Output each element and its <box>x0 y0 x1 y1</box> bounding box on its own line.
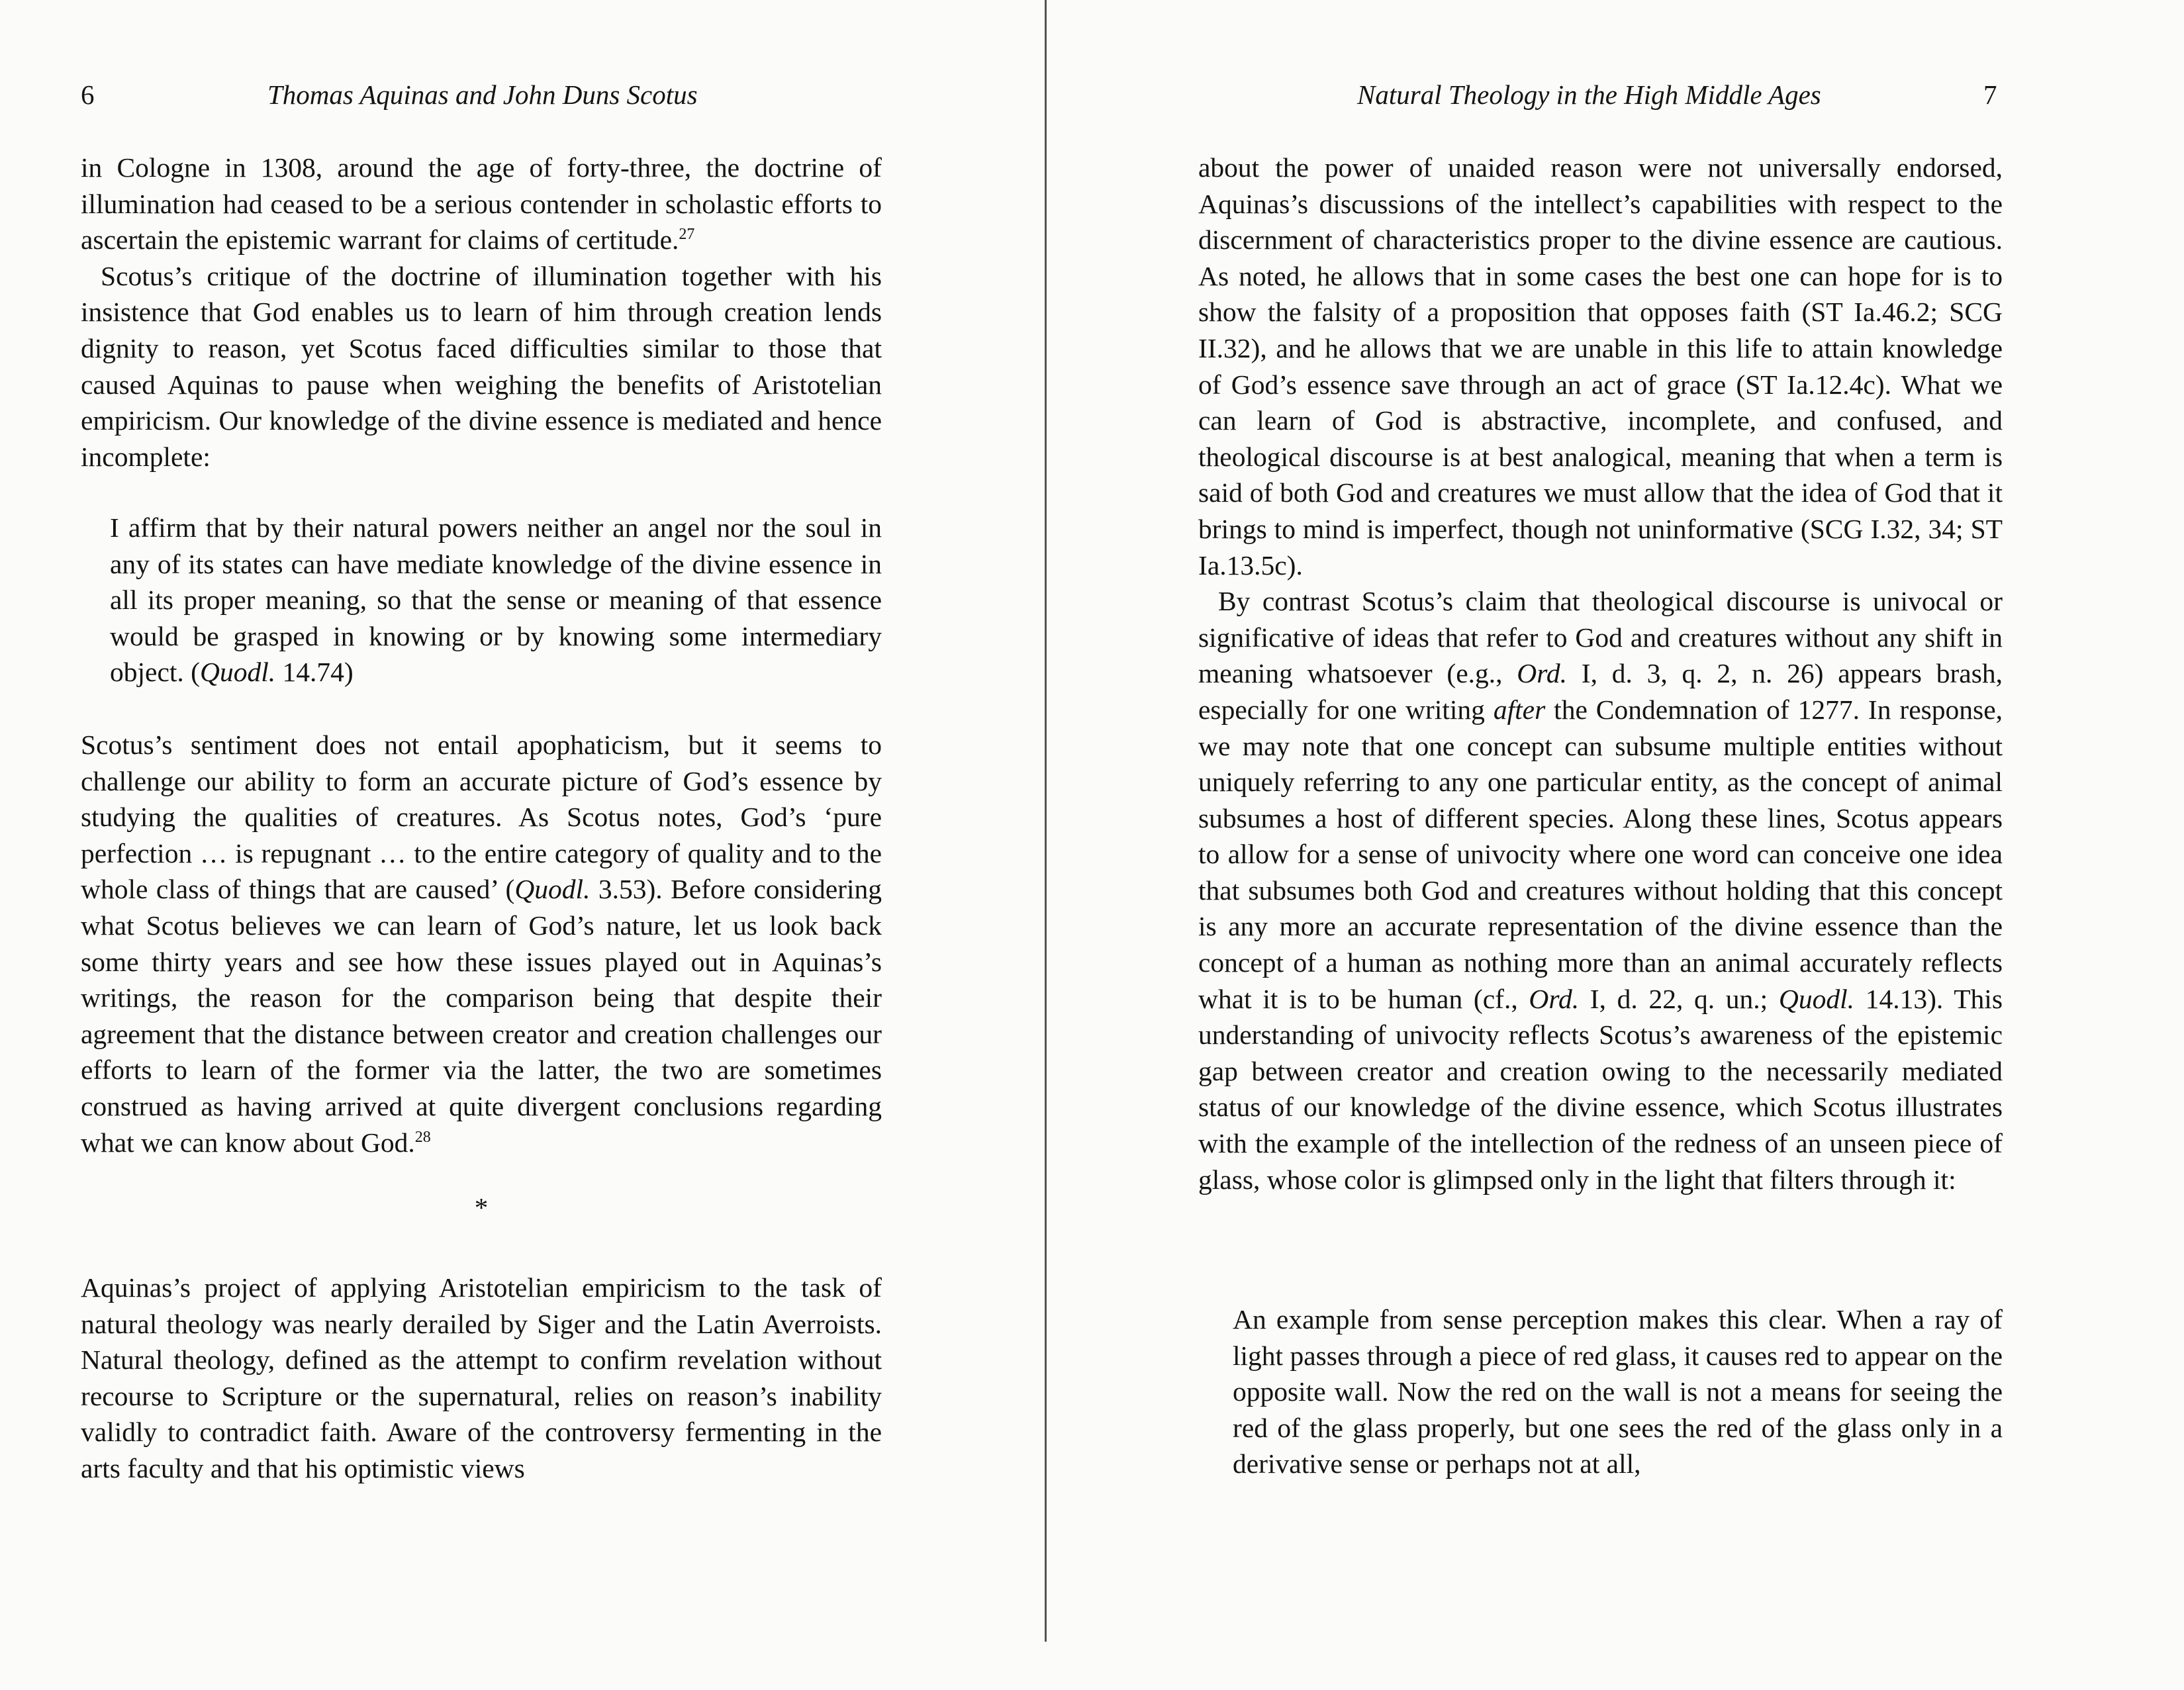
paragraph <box>81 258 882 475</box>
citation-work: Ord. <box>1517 658 1567 689</box>
paragraph-text: Aquinas’s project of applying Aristotelian empiricism to the task of natural theology was nearly derailed by Siger and the Latin Averroists. Natural theology, defined as the attempt to confirm revelation without recourse to Scripture or the supernatural, relies on reason’s inability validly to contradict faith. Aware of the controversy fermenting in the arts faculty and that his optimistic views <box>81 1272 882 1483</box>
citation-work: Ord. <box>1529 983 1580 1014</box>
right-page <box>1099 0 2184 1690</box>
body-text-middle <box>81 727 882 1160</box>
paragraph <box>1198 150 2003 583</box>
paragraph-text: I, d. 22, q. un.; <box>1579 983 1779 1014</box>
paragraph-text: 3.53). Before considering what Scotus believes we can learn of God’s nature, let us look back some thirty years and see how these issues played out in Aquinas’s writings, the reason for the comparison being that despite their agreement that the distance between creator and creation challenges our efforts to learn of the former via the latter, the two are sometimes construed as having arrived at quite divergent conclusions regarding what we can know about God. <box>81 874 882 1158</box>
footnote-marker: 28 <box>414 1128 431 1146</box>
page-number: 7 <box>1983 79 1997 110</box>
body-text-bottom <box>81 1270 882 1487</box>
quote-body: An example from sense perception makes this clear. When a ray of light passes through a piece of red glass, it causes red to appear on the opposite wall. Now the red on the wall is not a means for seeing the red of the glass properly, but one sees the red of the glass only in a derivative sense or perhaps not at all, <box>1233 1304 2003 1479</box>
quote-text <box>1233 1301 2003 1482</box>
paragraph <box>81 150 882 258</box>
paragraph-text: 14.13). This understanding of univocity reflects Scotus’s awareness of the epistemic gap between creator and creation owing to the necessarily mediated status of our knowledge of the divine essence, which Scotus illustrates with the example of the intellection of the redness of an unseen piece of glass, whose color is glimpsed only in the light that filters through it: <box>1198 983 2003 1195</box>
paragraph-text: Scotus’s sentiment does not entail apophaticism, but it seems to challenge our ability to form an accurate picture of God’s essence by studying the qualities of creatures. As Scotus notes, God’s ‘pure perfection … is repugnant … to the entire category of quality and to the whole class of things that are caused’ ( <box>81 729 882 905</box>
block-quote <box>110 510 882 690</box>
running-head: Natural Theology in the High Middle Ages <box>1357 79 1821 110</box>
page-number: 6 <box>81 79 95 110</box>
paragraph-text: By contrast Scotus’s claim that theological discourse is univocal or significative of ideas that refer to God and creatures without any shift in meaning whatsoever (e.g., <box>1198 586 2003 689</box>
citation-work: Quodl. <box>1778 983 1855 1014</box>
left-page <box>0 0 1086 1690</box>
gutter-line <box>1045 0 1047 1642</box>
paragraph <box>1198 583 2003 1197</box>
citation-ref: 14.74) <box>275 657 354 688</box>
quote-text <box>110 510 882 690</box>
quote-body: I affirm that by their natural powers neither an angel nor the soul in any of its states can have mediate knowledge of the divine essence in all its proper meaning, so that the sense or meaning of that essence would be grasped in knowing or by knowing some intermediary object. ( <box>110 512 882 688</box>
body-text-top <box>81 150 882 475</box>
emphasis: after <box>1493 694 1546 725</box>
block-quote <box>1233 1301 2003 1482</box>
footnote-marker: 27 <box>679 226 695 244</box>
paragraph <box>81 1270 882 1487</box>
citation-work: Quodl. <box>199 657 276 688</box>
paragraph <box>81 727 882 1160</box>
paragraph-text: about the power of unaided reason were not universally endorsed, Aquinas’s discussions of the intellect’s capabilities with respect to the discernment of characteristics proper to the divine essence are cautious. As noted, he allows that in some cases the best one can hope for is to show the falsity of a proposition that opposes faith (ST Ia.46.2; SCG II.32), and he allows that we are unable in this life to attain knowledge of God’s essence save through an act of grace (ST Ia.12.4c). What we can learn of God is abstractive, incomplete, and confused, and theological discourse is at best analogical, meaning that when a term is said of both God and creatures we must allow that the idea of God that it brings to mind is imperfect, though not uninformative (SCG I.32, 34; ST Ia.13.5c). <box>1198 152 2003 581</box>
body-text-top <box>1198 150 2003 1197</box>
paragraph-text: in Cologne in 1308, around the age of forty-three, the doctrine of illumination had ceased to be a serious contender in scholastic efforts to ascertain the epistemic warrant for claims of certitude. <box>81 152 882 256</box>
running-head: Thomas Aquinas and John Duns Scotus <box>267 79 698 110</box>
paragraph-text: the Condemnation of 1277. In response, we may note that one concept can subsume multiple entities without uniquely referring to any one particular entity, as the concept of animal subsumes a host of different species. Along these lines, Scotus appears to allow for a sense of univocity where one word can conceive one idea that subsumes both God and creatures without holding that this concept is any more an accurate representation of the divine essence than the concept of a human as nothing more than an animal accurately reflects what it is to be human (cf., <box>1198 694 2003 1014</box>
section-separator: * <box>474 1192 489 1223</box>
paragraph-text: I, d. 3, q. 2, n. 26) appears brash, especially for one writing <box>1198 658 2003 725</box>
citation-work: Quodl. <box>514 874 591 905</box>
paragraph-text: Scotus’s critique of the doctrine of illumination together with his insistence that God enables us to learn of him through creation lends dignity to reason, yet Scotus faced difficulties similar to those that caused Aquinas to pause when weighing the benefits of Aristotelian empiricism. Our knowledge of the divine essence is mediated and hence incomplete: <box>81 260 882 472</box>
